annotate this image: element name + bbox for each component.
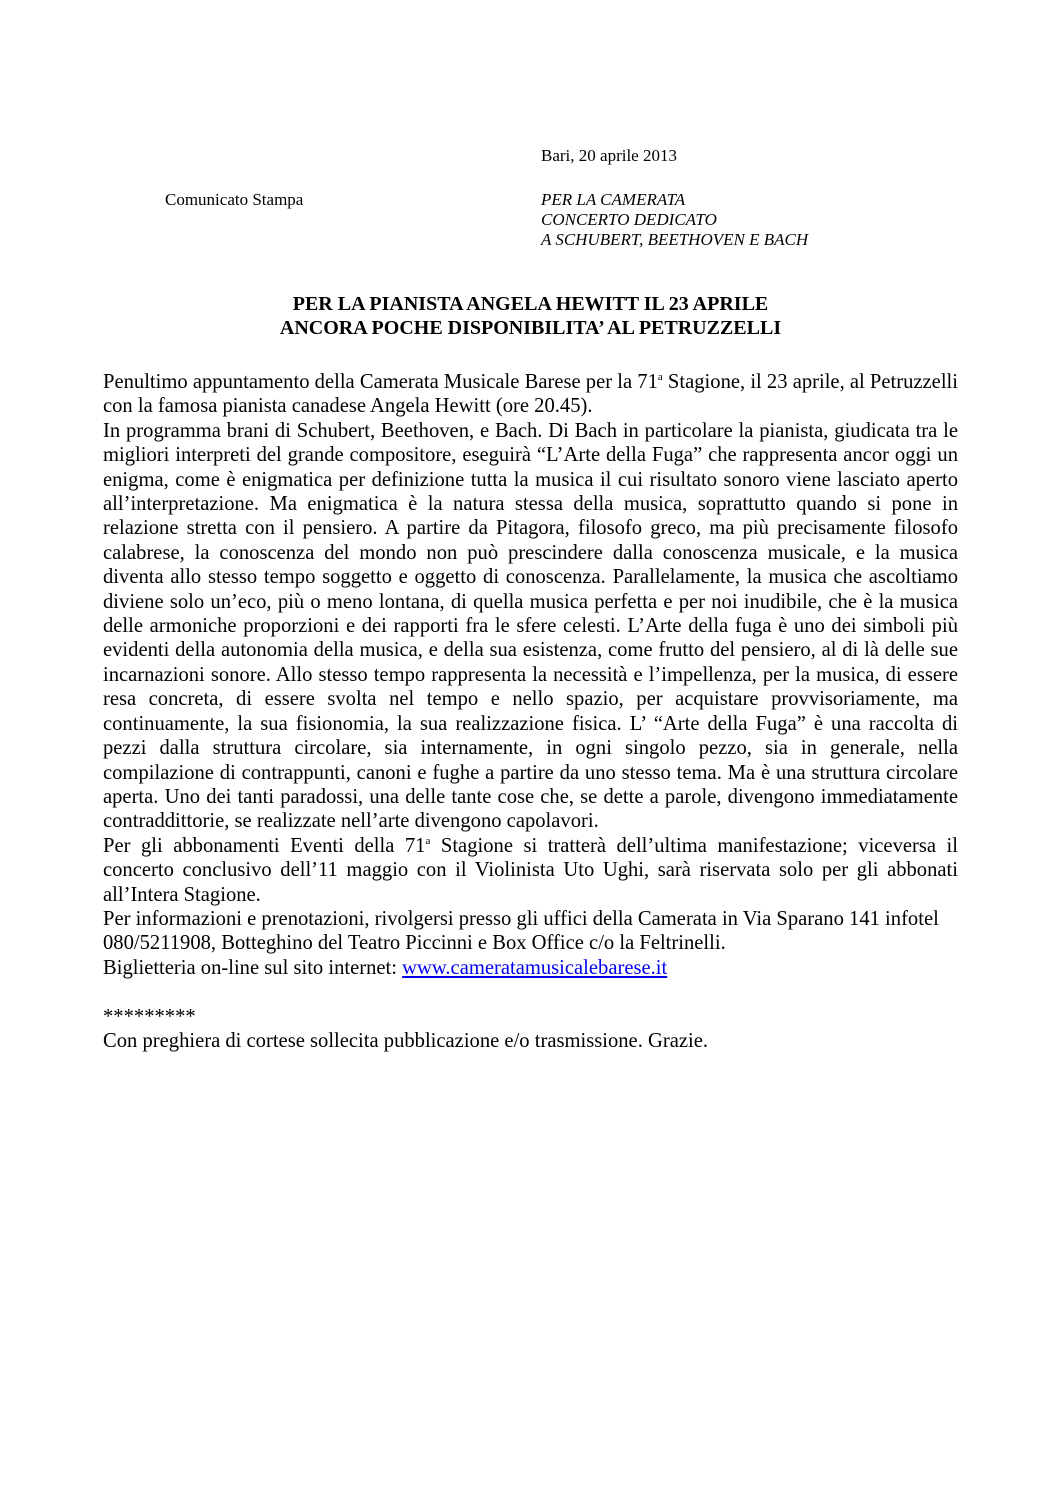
kicker-line: CONCERTO DEDICATO bbox=[541, 210, 717, 229]
headline bbox=[103, 292, 958, 340]
paragraph-online-tickets: Biglietteria on-line sul sito internet: www.cameratamusicalebarese.it bbox=[103, 956, 668, 979]
separator: ********* bbox=[103, 1005, 196, 1028]
kicker-line: PER LA CAMERATA bbox=[541, 190, 686, 209]
paragraph-info: Per informazioni e prenotazioni, rivolgersi presso gli uffici della Camerata in Via Sparano 141 infotel 080/5211908, Botteghino del Teatro Piccinni e Box Office c/o la Feltrinelli. bbox=[103, 907, 939, 955]
press-release-date: Bari, 20 aprile 2013 bbox=[541, 146, 677, 165]
closing-note: Con preghiera di cortese sollecita pubblicazione e/o trasmissione. Grazie. bbox=[103, 1029, 709, 1052]
press-release-label: Comunicato Stampa bbox=[165, 190, 304, 209]
website-link[interactable]: www.cameratamusicalebarese.it bbox=[402, 956, 668, 979]
paragraph-program: In programma brani di Schubert, Beethoven, e Bach. Di Bach in particolare la pianista, giudicata tra le migliori interpreti del grande compositore, eseguirà “L’Arte della Fuga” che rappresenta ancor oggi un enigma, come è enigmatica per definizione tutta la musica il cui risultato sonoro viene lasciato aperto all’interpretazione. Ma enigmatica è la natura stessa della musica, soprattutto quando si pone in relazione stretta con il pensiero. A partire da Pitagora, filosofo greco, ma più precisamente filosofo calabrese, la conoscenza del mondo non può prescindere dalla conoscenza musicale, e la musica diventa allo stesso tempo soggetto e oggetto di conoscenza. Parallelamente, la musica che ascoltiamo diviene solo un’eco, più o meno lontana, di quella musica perfetta e per noi inudibile, che è la musica delle armoniche proporzioni e dei rapporti fra le sfere celesti. L’Arte della fuga è uno dei simboli più evidenti della autonomia della musica, e della sua esistenza, come frutto del pensiero, al di là delle sue incarnazioni sonore. Allo stesso tempo rappresenta la necessità e l’impellenza, per la musica, di essere resa concreta, di essere svolta nel tempo e nello spazio, per acquistare provvisoriamente, ma continuamente, la sua fisionomia, la sua realizzazione fisica. L’ “Arte della Fuga” è una raccolta di pezzi dalla struttura circolare, sia internamente, in ogni singolo pezzo, sia in generale, nella compilazione di contrappunti, canoni e fughe a partire da uno stesso tema. Ma è una struttura circolare aperta. Uno dei tanti paradossi, una delle tante cose che, se dette a parole, divengono immediatamente contraddittorie, se realizzate nell’arte divengono capolavori. bbox=[103, 419, 958, 833]
kicker-block bbox=[541, 190, 808, 250]
kicker-line: A SCHUBERT, BEETHOVEN E BACH bbox=[541, 230, 809, 249]
headline-line-2: ANCORA POCHE DISPONIBILITA’ AL PETRUZZELLI bbox=[279, 317, 782, 339]
paragraph-intro: Penultimo appuntamento della Camerata Musicale Barese per la 71$^a$ Stagione, il 23 aprile, al Petruzzelli con la famosa pianista canadese Angela Hewitt (ore 20.45). bbox=[103, 371, 958, 418]
article-body bbox=[103, 370, 958, 1053]
headline-line-1: PER LA PIANISTA ANGELA HEWITT IL 23 APRILE bbox=[292, 293, 769, 315]
paragraph-subscriptions: Per gli abbonamenti Eventi della 71$^a$ Stagione si tratterà dell’ultima manifestazione; viceversa il concerto conclusivo dell’11 maggio con il Violinista Uto Ughi, sarà riservata solo per gli abbonati all’Intera Stagione. bbox=[103, 834, 958, 906]
